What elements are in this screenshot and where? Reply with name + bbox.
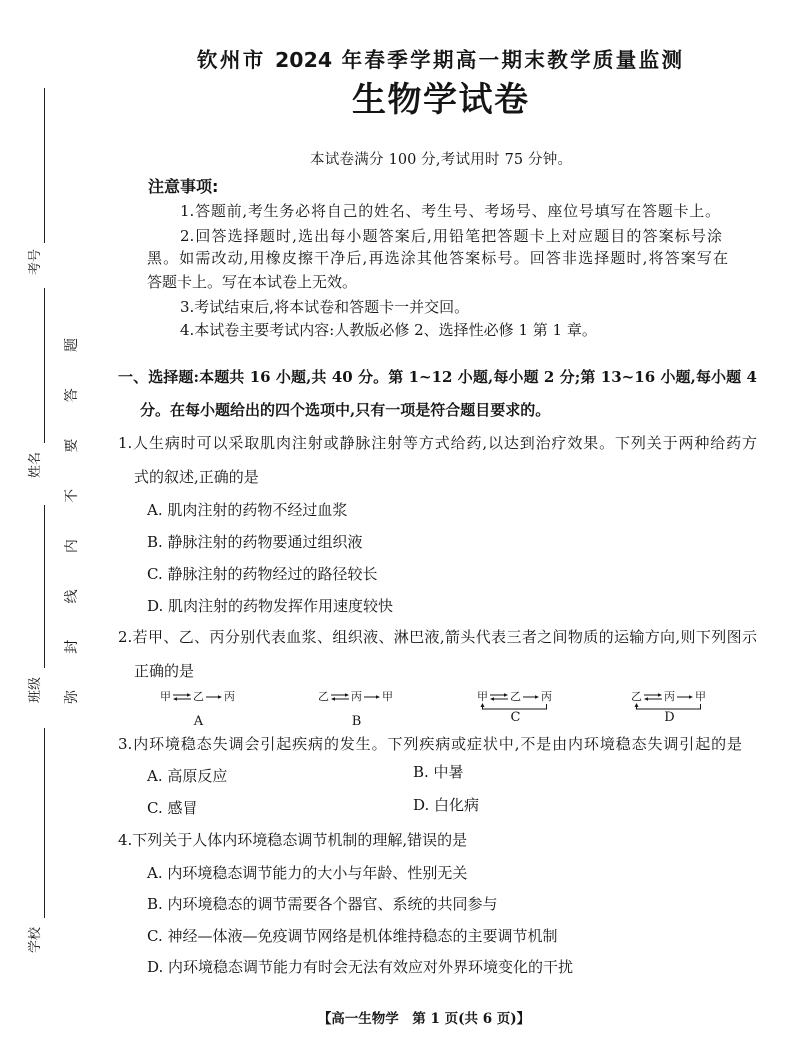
arrow-head bbox=[644, 697, 648, 701]
arrow-head bbox=[187, 693, 191, 697]
diagram-node: 乙 bbox=[510, 690, 521, 703]
question-3-stem: 3.内环境稳态失调会引起疾病的发生。下列疾病或症状中,不是由内环境稳态失调引起的是 bbox=[118, 735, 742, 753]
question-2-diagram-d bbox=[631, 688, 711, 728]
exam-info: 本试卷满分 100 分,考试用时 75 分钟。 bbox=[310, 152, 572, 168]
question-3-option-a: A. 高原反应 bbox=[147, 767, 228, 785]
diagram-arrow bbox=[364, 695, 380, 699]
question-1-stem: 式的叙述,正确的是 bbox=[134, 468, 259, 486]
notice-line: 黑。如需改动,用橡皮擦干净后,再选涂其他答案标号。回答非选择题时,将答案写在 bbox=[147, 249, 728, 267]
name-label: 姓名 bbox=[28, 452, 43, 479]
diagram-option-label: D bbox=[664, 710, 675, 725]
diagram-arrow bbox=[331, 693, 349, 697]
notice-line: 1.答题前,考生务必将自己的姓名、考生号、考场号、座位号填写在答题卡上。 bbox=[180, 202, 720, 220]
arrow-head bbox=[173, 697, 177, 701]
arrow-head bbox=[689, 695, 693, 699]
question-1-option-d: D. 肌肉注射的药物发挥作用速度较快 bbox=[147, 597, 394, 615]
name-blank-line bbox=[44, 288, 45, 443]
question-4-stem: 4.下列关于人体内环境稳态调节机制的理解,错误的是 bbox=[118, 831, 468, 849]
diagram-arrow bbox=[206, 695, 222, 699]
diagram-option-label: B bbox=[351, 714, 362, 729]
diagram-node: 甲 bbox=[477, 690, 488, 703]
school-label: 学校 bbox=[28, 927, 43, 954]
arrow-head bbox=[490, 697, 494, 701]
question-3-option-b: B. 中暑 bbox=[413, 763, 464, 781]
diagram-option-label: A bbox=[193, 714, 204, 729]
school-blank-line bbox=[44, 728, 45, 918]
arrow-head bbox=[218, 695, 222, 699]
diagram-node: 乙 bbox=[631, 690, 642, 703]
diagram-node: 丙 bbox=[664, 690, 675, 703]
notice-heading: 注意事项: bbox=[148, 177, 219, 196]
diagram-node: 甲 bbox=[695, 690, 706, 703]
diagram-node: 丙 bbox=[541, 690, 552, 703]
diagram-node: 乙 bbox=[318, 690, 329, 703]
question-4-option-b: B. 内环境稳态的调节需要各个器官、系统的共同参与 bbox=[147, 895, 498, 913]
question-3-option-d: D. 白化病 bbox=[413, 796, 480, 814]
diagram-arrow bbox=[490, 693, 508, 697]
subject-title: 生物学试卷 bbox=[352, 80, 528, 120]
page-footer: 【高一生物学 第 1 页(共 6 页)】 bbox=[317, 1011, 531, 1027]
question-2-diagram-b bbox=[318, 688, 398, 728]
diagram-arrow bbox=[644, 697, 662, 701]
notice-line: 3.考试结束后,将本试卷和答题卡一并交回。 bbox=[180, 298, 470, 316]
arrow-head bbox=[504, 693, 508, 697]
question-4-option-d: D. 内环境稳态调节能力有时会无法有效应对外界环境变化的干扰 bbox=[147, 958, 574, 976]
diagram-arrow bbox=[677, 695, 693, 699]
question-1-option-c: C. 静脉注射的药物经过的路径较长 bbox=[147, 565, 378, 583]
notice-line: 答题卡上。写在本试卷上无效。 bbox=[147, 273, 358, 291]
diagram-node: 丙 bbox=[224, 690, 235, 703]
notice-line: 4.本试卷主要考试内容:人教版必修 2、选择性必修 1 第 1 章。 bbox=[180, 321, 597, 339]
question-1-option-b: B. 静脉注射的药物要通过组织液 bbox=[147, 533, 363, 551]
class-blank-line bbox=[44, 505, 45, 668]
diagram-arrow bbox=[490, 697, 508, 701]
question-2-stem: 2.若甲、乙、丙分别代表血浆、组织液、淋巴液,箭头代表三者之间物质的运输方向,则下列图示 bbox=[118, 628, 757, 646]
diagram-node: 丙 bbox=[351, 690, 362, 703]
diagram-arrow bbox=[173, 693, 191, 697]
diagram-arrow bbox=[644, 693, 662, 697]
arrow-head bbox=[345, 693, 349, 697]
exam-title: 钦州市 2024 年春季学期高一期末教学质量监测 bbox=[197, 48, 682, 72]
question-2-stem: 正确的是 bbox=[134, 662, 195, 680]
question-4-option-c: C. 神经—体液—免疫调节网络是机体维持稳态的主要调节机制 bbox=[147, 927, 558, 945]
diagram-arrow bbox=[523, 695, 539, 699]
diagram-option-label: C bbox=[510, 710, 521, 725]
notice-line: 2.回答选择题时,选出每小题答案后,用铅笔把答题卡上对应题目的答案标号涂 bbox=[180, 227, 722, 245]
section-heading-line: 一、选择题:本题共 16 小题,共 40 分。第 1~12 小题,每小题 2 分;第 13~16 小题,每小题 4 bbox=[118, 368, 757, 386]
question-4-option-a: A. 内环境稳态调节能力的大小与年龄、性别无关 bbox=[147, 864, 468, 882]
exam-number-label: 考号 bbox=[28, 249, 43, 276]
section-heading-line: 分。在每小题给出的四个选项中,只有一项是符合题目要求的。 bbox=[140, 401, 551, 419]
arrow-head bbox=[535, 695, 539, 699]
diagram-arrow bbox=[173, 697, 191, 701]
question-1-stem: 1.人生病时可以采取肌肉注射或静脉注射等方式给药,以达到治疗效果。下列关于两种给药方 bbox=[118, 434, 757, 452]
question-3-option-c: C. 感冒 bbox=[147, 799, 198, 817]
question-2-diagram-c bbox=[477, 688, 557, 728]
exam-number-blank-line bbox=[44, 88, 45, 243]
diagram-node: 甲 bbox=[160, 690, 171, 703]
question-2-diagram-a bbox=[160, 688, 240, 728]
seal-line-notice: 弥封线内不要答题 bbox=[64, 338, 80, 704]
diagram-node: 甲 bbox=[382, 690, 393, 703]
diagram-node: 乙 bbox=[193, 690, 204, 703]
arrow-head bbox=[658, 693, 662, 697]
arrow-head bbox=[376, 695, 380, 699]
class-label: 班级 bbox=[28, 677, 43, 704]
question-1-option-a: A. 肌肉注射的药物不经过血浆 bbox=[147, 501, 348, 519]
arrow-head bbox=[331, 697, 335, 701]
diagram-arrow bbox=[331, 697, 349, 701]
